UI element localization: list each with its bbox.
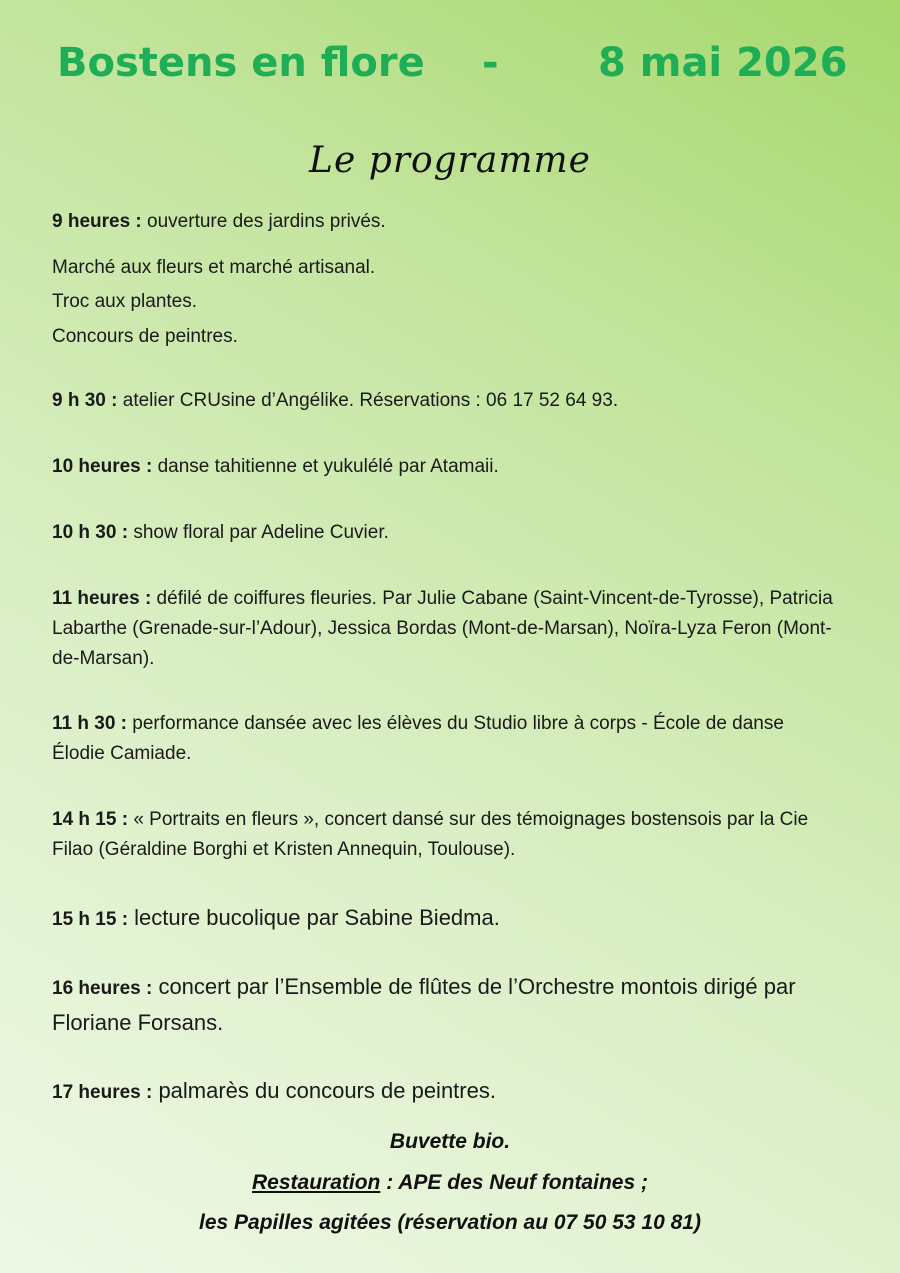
schedule-time: 9 heures : xyxy=(52,211,142,232)
schedule-item xyxy=(52,207,842,237)
schedule-item xyxy=(52,518,842,548)
schedule-item xyxy=(52,805,842,865)
schedule-text: défilé de coiffures fleuries. Par Julie Cabane (Saint-Vincent-de-Tyrosse), Patricia Labarthe (Grenade-sur-l’Adour), Jessica Bordas (Mont-de-Marsan), Noïra-Lyza Feron (Mont-de-Marsan). xyxy=(52,588,833,669)
footer-papilles: les Papilles agitées (réservation au 07 50 53 10 81) xyxy=(199,1211,701,1234)
event-name: Bostens en flore xyxy=(57,40,425,86)
event-date: 8 mai 2026 xyxy=(598,40,848,86)
schedule-text: show floral par Adeline Cuvier. xyxy=(128,522,389,543)
schedule-time: 10 heures : xyxy=(52,456,153,477)
schedule-text: danse tahitienne et yukulélé par Atamaii. xyxy=(152,456,499,477)
schedule-text: atelier CRUsine d’Angélike. Réservations : 06 17 52 64 93. xyxy=(117,390,619,411)
schedule-text: Concours de peintres. xyxy=(52,326,238,347)
schedule-item xyxy=(52,709,842,769)
schedule-item xyxy=(52,287,842,317)
schedule-item xyxy=(52,452,842,482)
schedule-time: 10 h 30 : xyxy=(52,522,129,543)
schedule-text: palmarès du concours de peintres. xyxy=(152,1078,496,1103)
schedule-time: 11 h 30 : xyxy=(52,713,127,734)
schedule-time: 15 h 15 : xyxy=(52,909,129,930)
schedule-time: 14 h 15 : xyxy=(52,809,129,830)
footer-buvette: Buvette bio. xyxy=(389,1130,511,1153)
schedule-item xyxy=(52,1076,842,1108)
restauration-label: Restauration xyxy=(252,1171,381,1194)
schedule-text: Troc aux plantes. xyxy=(52,291,198,312)
schedule-item xyxy=(52,903,842,935)
schedule-time: 11 heures : xyxy=(52,588,152,609)
restauration-text: : APE des Neuf fontaines ; xyxy=(380,1171,648,1194)
schedule-item xyxy=(52,584,842,674)
schedule-text: lecture bucolique par Sabine Biedma. xyxy=(128,905,500,930)
schedule-item xyxy=(52,322,842,352)
header xyxy=(0,40,900,90)
schedule-item xyxy=(52,253,842,283)
schedule-text: concert par l’Ensemble de flûtes de l’Orchestre montois dirigé par Floriane Forsans. xyxy=(52,974,796,1035)
schedule-text: performance dansée avec les élèves du Studio libre à corps - École de danse Élodie Camiade. xyxy=(52,713,784,764)
program-title: Le programme xyxy=(309,140,591,181)
header-separator: - xyxy=(482,40,499,86)
schedule-time: 16 heures : xyxy=(52,978,153,999)
schedule-text: Marché aux fleurs et marché artisanal. xyxy=(52,257,376,278)
schedule-item xyxy=(52,970,842,1042)
footer-restauration xyxy=(0,1171,900,1195)
schedule-time: 9 h 30 : xyxy=(52,390,118,411)
schedule-item xyxy=(52,386,842,416)
schedule-time: 17 heures : xyxy=(52,1082,153,1103)
schedule-text: ouverture des jardins privés. xyxy=(141,211,386,232)
schedule-text: « Portraits en fleurs », concert dansé sur des témoignages bostensois par la Cie Filao (Géraldine Borghi et Kristen Annequin, Toulouse). xyxy=(52,809,809,860)
